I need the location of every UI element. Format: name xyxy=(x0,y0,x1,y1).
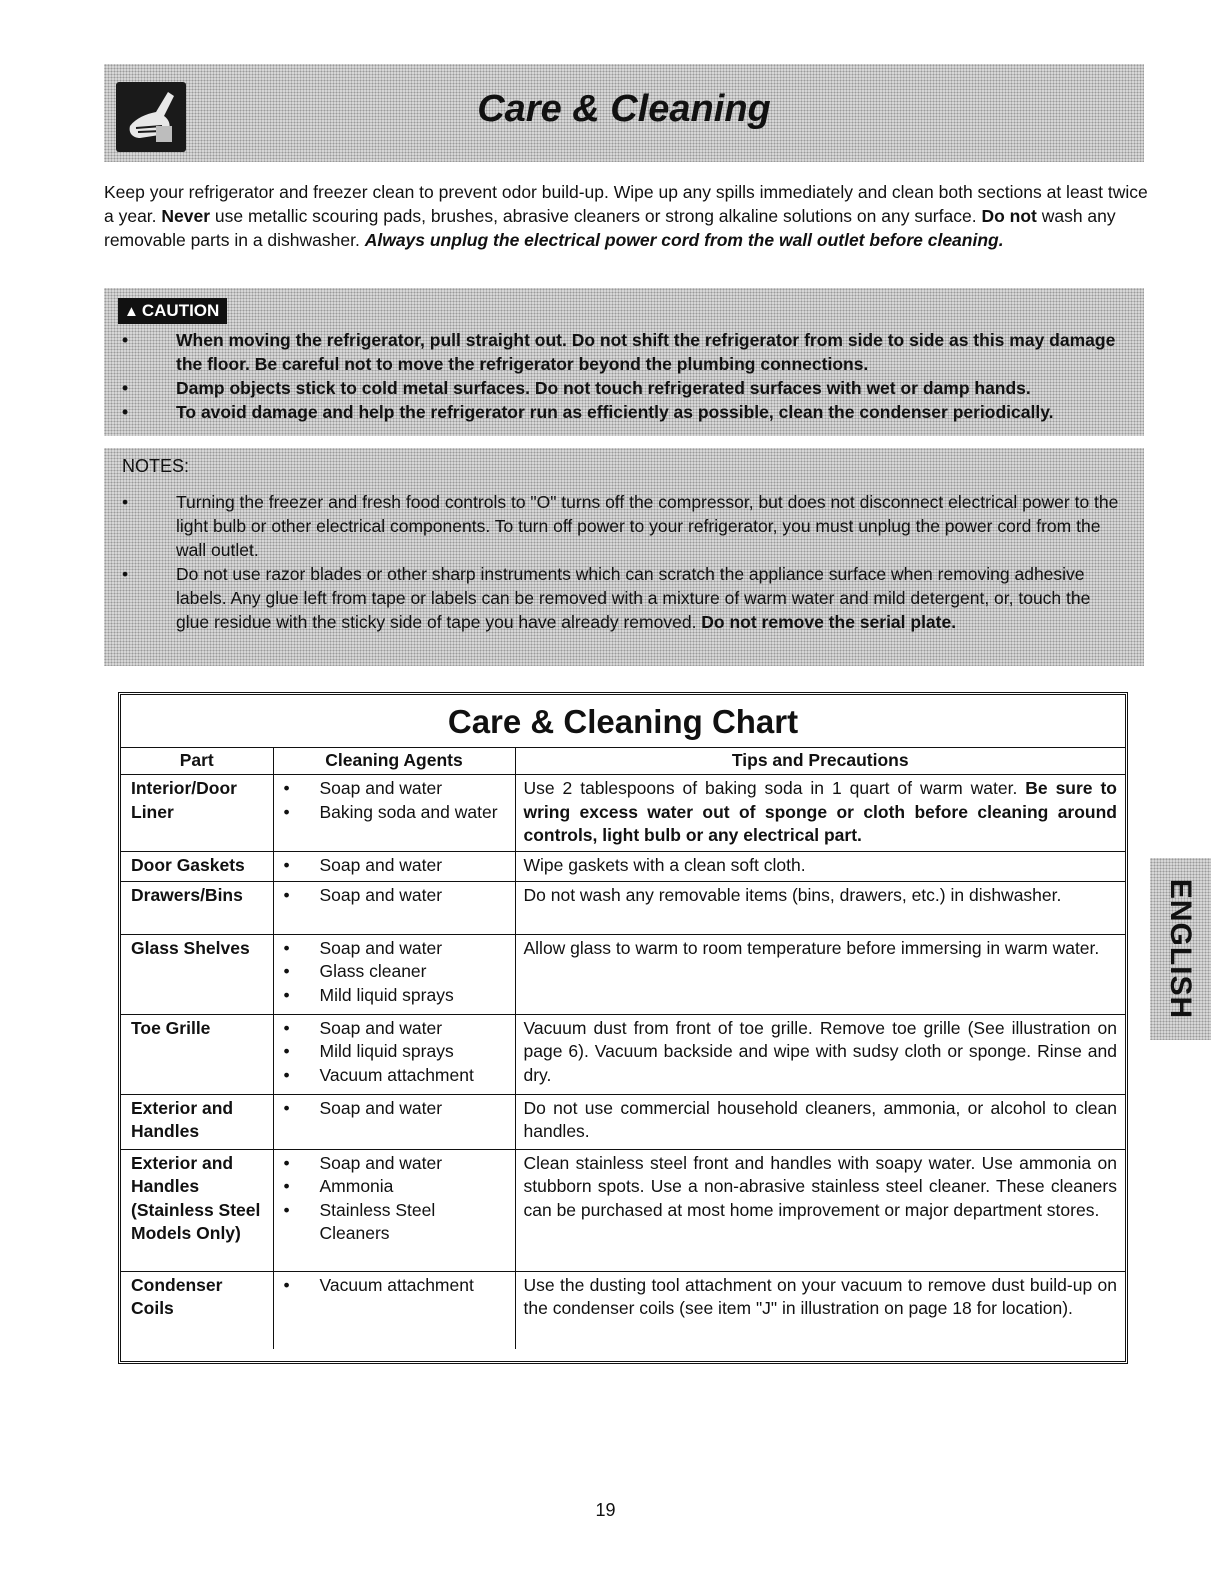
agent-item: • Soap and water xyxy=(282,777,507,801)
cell-tips xyxy=(515,1094,1125,1149)
agent-item: • Mild liquid sprays xyxy=(282,984,507,1008)
intro-text-2: use metallic scouring pads, brushes, abrasive cleaners or strong alkaline solutions on any surface. xyxy=(210,206,982,226)
notes-list xyxy=(104,490,1144,634)
caution-list xyxy=(104,328,1144,424)
page-title: Care & Cleaning xyxy=(477,88,771,130)
cell-tips xyxy=(515,851,1125,881)
agent-item: • Soap and water xyxy=(282,854,507,878)
intro-do-not: Do not xyxy=(981,206,1037,226)
agent-item: • Vacuum attachment xyxy=(282,1274,507,1298)
note-item: • Do not use razor blades or other sharp instruments which can scratch the appliance surface when removing adhesive labels. Any glue left from tape or labels can be removed with a mixture of warm water and mild detergent, or, touch the glue residue with the sticky side of tape you have already removed. Do not remove the serial plate. xyxy=(122,564,1091,632)
column-header-agents: Cleaning Agents xyxy=(273,748,515,775)
agent-item: • Soap and water xyxy=(282,937,507,961)
table-row xyxy=(121,851,1125,881)
cell-tips xyxy=(515,1271,1125,1349)
intro-always-warning: Always unplug the electrical power cord from the wall outlet before cleaning. xyxy=(364,230,1004,250)
tips-text: Vacuum dust from front of toe grille. Remove toe grille (See illustration on page 6). Vacuum backside and wipe with sudsy cloth or sponge. Rinse and dry. xyxy=(523,1017,1117,1085)
table-row xyxy=(121,1271,1125,1349)
agent-item: • Baking soda and water xyxy=(282,801,507,825)
note-item: • Turning the freezer and fresh food controls to "O" turns off the compressor, but does not disconnect electrical power to the light bulb or other electrical components. To turn off power to your refrigerator, you must unplug the power cord from the wall outlet. xyxy=(122,492,1119,560)
caution-label-text: CAUTION xyxy=(141,301,220,320)
cell-agents xyxy=(273,775,515,852)
caution-box xyxy=(104,288,1144,436)
page-number: 19 xyxy=(595,1500,616,1520)
intro-text-1: Keep your refrigerator and freezer clean to prevent odor build-up. Wipe up any spills immediately and clean both sections at least twice a year. xyxy=(104,182,1148,226)
cell-part: Drawers/Bins xyxy=(121,881,273,934)
warning-triangle-icon: ▲ xyxy=(124,303,139,320)
cell-part: Toe Grille xyxy=(121,1014,273,1094)
notes-label: NOTES: xyxy=(122,456,190,476)
agent-item: • Vacuum attachment xyxy=(282,1064,507,1088)
cell-agents xyxy=(273,1149,515,1271)
cell-part: Door Gaskets xyxy=(121,851,273,881)
agent-item: • Stainless Steel Cleaners xyxy=(282,1199,507,1246)
column-header-part: Part xyxy=(121,748,273,775)
cell-agents xyxy=(273,851,515,881)
table-row xyxy=(121,1014,1125,1094)
table-row xyxy=(121,775,1125,852)
agent-item: • Mild liquid sprays xyxy=(282,1040,507,1064)
cell-agents xyxy=(273,1094,515,1149)
cell-tips xyxy=(515,934,1125,1014)
cell-part: Condenser Coils xyxy=(121,1271,273,1349)
table-row xyxy=(121,934,1125,1014)
note-serial-plate-warning: Do not remove the serial plate. xyxy=(701,612,957,632)
tips-text: Wipe gaskets with a clean soft cloth. xyxy=(523,854,806,875)
tips-text: Use 2 tablespoons of baking soda in 1 quart of warm water. xyxy=(523,778,1026,798)
cell-part: Interior/Door Liner xyxy=(121,775,273,852)
caution-item: • Damp objects stick to cold metal surfaces. Do not touch refrigerated surfaces with wet or damp hands. xyxy=(122,378,1031,398)
language-tab-label: ENGLISH xyxy=(1164,878,1197,1020)
tips-text: Do not wash any removable items (bins, drawers, etc.) in dishwasher. xyxy=(523,884,1062,905)
cell-tips xyxy=(515,881,1125,934)
care-cleaning-chart xyxy=(118,692,1128,1364)
agent-item: • Soap and water xyxy=(282,1017,507,1041)
column-header-tips: Tips and Precautions xyxy=(515,748,1125,775)
intro-never: Never xyxy=(161,206,211,226)
cell-tips xyxy=(515,775,1125,852)
cell-part: Glass Shelves xyxy=(121,934,273,1014)
tips-text: Use the dusting tool attachment on your vacuum to remove dust build-up on the condenser coils (see item "J" in illustration on page 18 for location). xyxy=(523,1274,1117,1318)
chart-title: Care & Cleaning Chart xyxy=(121,695,1125,748)
agent-item: • Soap and water xyxy=(282,1097,507,1121)
table-row xyxy=(121,1094,1125,1149)
cell-tips xyxy=(515,1149,1125,1271)
section-header xyxy=(104,64,1144,162)
agent-item: • Soap and water xyxy=(282,1152,507,1176)
tips-text: Clean stainless steel front and handles with soapy water. Use ammonia on stubborn spots. Use a non-abrasive stainless steel cleaner. These cleaners can be purchased at most home improvement or major department stores. xyxy=(523,1152,1117,1220)
table-row xyxy=(121,1149,1125,1271)
table-row xyxy=(121,881,1125,934)
cell-agents xyxy=(273,934,515,1014)
agent-item: • Soap and water xyxy=(282,884,507,908)
tips-text: Do not use commercial household cleaners, ammonia, or alcohol to clean handles. xyxy=(523,1097,1117,1141)
cell-agents xyxy=(273,1271,515,1349)
cell-tips xyxy=(515,1014,1125,1094)
table-body xyxy=(121,775,1125,1350)
agent-item: • Ammonia xyxy=(282,1175,507,1199)
notes-box xyxy=(104,448,1144,666)
caution-item: • To avoid damage and help the refrigerator run as efficiently as possible, clean the condenser periodically. xyxy=(122,402,1054,422)
intro-paragraph xyxy=(104,180,1149,252)
caution-label xyxy=(118,298,227,324)
tips-warning: Be sure to wring excess water out of sponge or cloth before cleaning around controls, light bulb or any electrical part. xyxy=(523,778,1117,845)
cleaning-table xyxy=(121,748,1125,1349)
cell-agents xyxy=(273,1014,515,1094)
language-tab xyxy=(1150,858,1211,1040)
intro-text-3: wash any removable parts in a dishwasher. xyxy=(104,206,1116,250)
cell-part: Exterior and Handles xyxy=(121,1094,273,1149)
agent-item: • Glass cleaner xyxy=(282,960,507,984)
table-header-row xyxy=(121,748,1125,775)
cell-agents xyxy=(273,881,515,934)
cell-part: Exterior and Handles (Stainless Steel Models Only) xyxy=(121,1149,273,1271)
tips-text: Allow glass to warm to room temperature before immersing in warm water. xyxy=(523,937,1100,958)
caution-item: • When moving the refrigerator, pull straight out. Do not shift the refrigerator from side to side as this may damage the floor. Be careful not to move the refrigerator beyond the plumbing connections. xyxy=(122,330,1116,374)
